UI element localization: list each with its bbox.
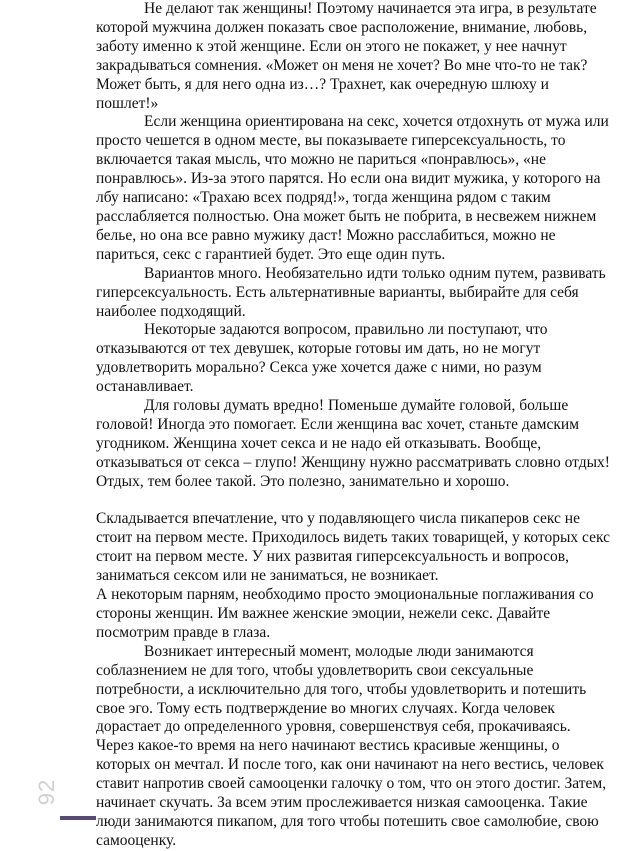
paragraph-question: Некоторые задаются вопросом, правильно ли поступают, что отказываются от тех девушек, которые готовы им дать, но не могут удовлетворить морально? Секса уже хочется даже с ними, но разум останавливает. xyxy=(96,321,548,396)
page-accent-bar xyxy=(60,816,96,820)
paragraph-emotional-strokes: А некоторым парням, необходимо просто эмоциональные поглаживания со стороны женщин. Им важнее женские эмоции, нежели секс. Давайте посмотрим правде в глаза. xyxy=(96,586,594,641)
paragraph-variants: Вариантов много. Необязательно идти только одним путем, развивать гиперсексуальность. Есть альтернативные варианты, выбирайте для себя наиболее подходящий. xyxy=(96,264,606,320)
document-page xyxy=(96,0,612,851)
paragraph-pickup-impression: Складывается впечатление, что у подавляющего числа пикаперов секс не стоит на первом месте. Приходилось видеть таких товарищей, у которых секс стоит на первом месте. У них развитая гиперсексуальность и вопросов, заниматься сексом или не заниматься, не возникает. xyxy=(96,510,611,585)
paragraph-hypersexuality: Если женщина ориентирована на секс, хочется отдохнуть от мужа или просто чешется в одном месте, вы показываете гиперсексуальность, то включается такая мысль, что можно не париться «понравлюсь», «не понравлюсь». Из-за этого парятся. Но если она видит мужика, у которого на лбу написано: «Трахаю всех подряд!», тогда женщина рядом с таким расслабляется полностью. Она может быть не побрита, в несвежем нижнем белье, но она все равно мужику даст! Можно расслабиться, можно не париться, секс с гарантией будет. Это еще один путь. xyxy=(96,113,609,263)
paragraph-women-game: Не делают так женщины! Поэтому начинается эта игра, в результате которой мужчина должен показать свое расположение, внимание, любовь, заботу именно к этой женщине. Если он этого не покажет, у нее начнут закрадываться сомнения. «Может он меня не хочет? Во мне что-то не так? Может быть, я для него одна из…? Трахнет, как очередную шлюху и пошлет!» xyxy=(96,0,597,112)
paragraph-ego: Возникает интересный момент, молодые люди занимаются соблазнением не для того, чтобы удовлетворить свои сексуальные потребности, а исключительно для того, чтобы удовлетворить и потешить свое эго. Тому есть подтверждение во многих случаях. Когда человек дорастает до определенного уровня, совершенствуя себя, прокачиваясь. Через какое-то время на него начинают вестись красивые женщины, о которых он мечтал. И после того, как они начинают на него вестись, человек ставит напротив своей самооценки галочку о том, что он этого достиг. Затем, начинает скучать. За всем этим прослеживается низкая самооценка. Такие люди занимаются пикапом, для того чтобы потешить свое самолюбие, свою самооценку. xyxy=(96,642,607,849)
page-number: 92 xyxy=(34,778,59,806)
paragraph-head-thinking: Для головы думать вредно! Поменьше думайте головой, больше головой! Иногда это помогает. Если женщина вас хочет, станьте дамским угодником. Женщина хочет секса и не надо ей отказывать. Вообще, отказываться от секса – глупо! Женщину нужно рассматривать словно отдых! Отдых, тем более такой. Это полезно, занимательно и хорошо. xyxy=(96,397,610,490)
paragraph-spacer xyxy=(96,492,612,511)
